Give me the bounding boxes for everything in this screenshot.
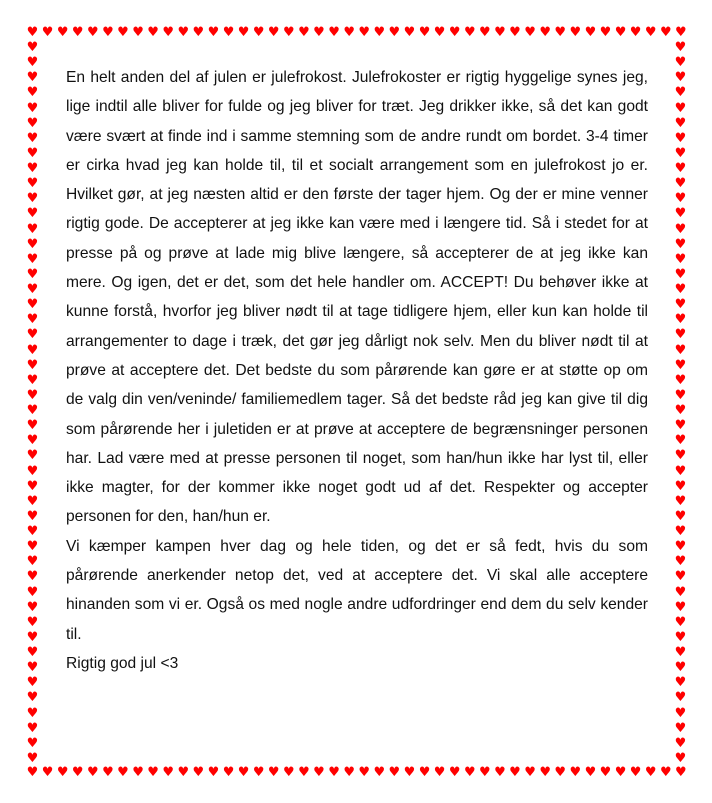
- heart-icon: ♥: [674, 266, 687, 282]
- heart-icon: ♥: [358, 765, 371, 780]
- heart-icon: ♥: [674, 327, 687, 343]
- heart-icon: ♥: [479, 765, 491, 780]
- heart-icon: ♥: [26, 236, 39, 252]
- heart-icon: ♥: [674, 236, 687, 252]
- heart-icon: ♥: [675, 25, 687, 40]
- heart-icon: ♥: [674, 750, 687, 766]
- heart-icon: ♥: [539, 765, 551, 780]
- heart-icon: ♥: [644, 25, 657, 40]
- heart-icon: ♥: [674, 130, 687, 146]
- heart-icon: ♥: [26, 206, 39, 222]
- heart-icon: ♥: [26, 554, 39, 570]
- heart-icon: ♥: [674, 221, 687, 237]
- heart-icon: ♥: [463, 765, 476, 780]
- heart-icon: ♥: [26, 85, 39, 101]
- heart-icon: ♥: [524, 25, 536, 40]
- heart-icon: ♥: [388, 765, 401, 780]
- heart-icon: ♥: [674, 599, 687, 615]
- heart-icon: ♥: [433, 765, 446, 780]
- heart-icon: ♥: [41, 25, 54, 40]
- heart-icon: ♥: [162, 25, 175, 40]
- heart-icon: ♥: [524, 765, 536, 780]
- heart-icon: ♥: [463, 25, 476, 40]
- document-body[interactable]: [66, 63, 648, 678]
- heart-icon: ♥: [674, 70, 687, 86]
- heart-icon: ♥: [674, 705, 687, 721]
- heart-icon: ♥: [373, 25, 386, 40]
- heart-icon: ♥: [26, 297, 39, 313]
- heart-icon: ♥: [26, 705, 39, 721]
- heart-icon: ♥: [26, 55, 39, 71]
- heart-icon: ♥: [674, 85, 687, 101]
- heart-icon: ♥: [147, 765, 159, 780]
- heart-icon: ♥: [659, 25, 672, 40]
- heart-icon: ♥: [494, 25, 506, 40]
- heart-icon: ♥: [674, 403, 687, 418]
- heart-icon: ♥: [569, 765, 582, 780]
- heart-icon: ♥: [674, 508, 687, 524]
- heart-icon: ♥: [328, 765, 340, 780]
- heart-icon: ♥: [26, 599, 39, 615]
- heart-icon: ♥: [283, 25, 295, 40]
- closing-greeting: Rigtig god jul <3: [66, 654, 179, 672]
- heart-icon: ♥: [56, 765, 69, 780]
- heart-icon: ♥: [403, 25, 416, 40]
- heart-icon: ♥: [569, 25, 582, 40]
- heart-icon: ♥: [71, 765, 84, 780]
- heart-icon: ♥: [674, 282, 687, 297]
- heart-icon: ♥: [177, 25, 190, 40]
- heart-icon: ♥: [26, 282, 39, 297]
- heart-icon: ♥: [313, 25, 325, 40]
- heart-icon: ♥: [117, 765, 129, 780]
- heart-icon: ♥: [674, 387, 687, 403]
- heart-icon: ♥: [26, 493, 39, 509]
- heart-icon: ♥: [26, 750, 39, 766]
- heart-icon: ♥: [86, 25, 99, 40]
- heart-icon: ♥: [26, 387, 39, 403]
- heart-icon: ♥: [343, 765, 355, 780]
- heart-icon: ♥: [132, 765, 144, 780]
- heart-icon: ♥: [674, 690, 687, 706]
- heart-icon: ♥: [26, 463, 39, 479]
- heart-icon: ♥: [117, 25, 129, 40]
- heart-icon: ♥: [584, 765, 597, 780]
- heart-icon: ♥: [283, 765, 295, 780]
- heart-border-left: [26, 41, 40, 765]
- heart-icon: ♥: [674, 115, 687, 131]
- heart-icon: ♥: [599, 25, 612, 40]
- heart-icon: ♥: [674, 251, 687, 267]
- heart-icon: ♥: [41, 765, 54, 780]
- heart-icon: ♥: [674, 342, 687, 358]
- heart-icon: ♥: [328, 25, 340, 40]
- heart-icon: ♥: [343, 25, 355, 40]
- heart-icon: ♥: [674, 145, 687, 161]
- heart-icon: ♥: [132, 25, 144, 40]
- heart-icon: ♥: [674, 55, 687, 71]
- heart-icon: ♥: [162, 765, 175, 780]
- heart-icon: ♥: [26, 660, 39, 676]
- heart-icon: ♥: [26, 145, 39, 161]
- heart-icon: ♥: [26, 735, 39, 751]
- heart-icon: ♥: [26, 629, 39, 645]
- heart-icon: ♥: [674, 191, 687, 207]
- heart-icon: ♥: [433, 25, 446, 40]
- heart-icon: ♥: [237, 25, 250, 40]
- heart-icon: ♥: [674, 478, 687, 494]
- heart-icon: ♥: [554, 765, 567, 780]
- heart-icon: ♥: [403, 765, 416, 780]
- heart-icon: ♥: [26, 176, 39, 192]
- heart-icon: ♥: [222, 25, 235, 40]
- heart-icon: ♥: [509, 765, 521, 780]
- heart-icon: ♥: [26, 327, 39, 343]
- paragraph-kampen: Vi kæmper kampen hver dag og hele tiden, og det er så fedt, hvis du som pårørende anerkender netop det, ved at acceptere det. Vi skal alle acceptere hinanden som vi er. Også os med nogle andre udfordringer end dem du selv kender til.: [66, 537, 648, 643]
- heart-icon: ♥: [71, 25, 84, 40]
- heart-icon: ♥: [674, 448, 687, 464]
- heart-icon: ♥: [644, 765, 657, 780]
- heart-icon: ♥: [358, 25, 371, 40]
- heart-icon: ♥: [509, 25, 521, 40]
- heart-icon: ♥: [674, 312, 687, 328]
- heart-icon: ♥: [614, 765, 627, 780]
- heart-icon: ♥: [313, 765, 325, 780]
- heart-icon: ♥: [252, 765, 265, 780]
- heart-icon: ♥: [674, 554, 687, 570]
- heart-icon: ♥: [674, 629, 687, 645]
- heart-icon: ♥: [674, 660, 687, 676]
- heart-icon: ♥: [26, 115, 39, 131]
- heart-icon: ♥: [674, 372, 687, 388]
- heart-border-right: [674, 41, 688, 765]
- heart-icon: ♥: [26, 161, 39, 176]
- heart-icon: ♥: [539, 25, 551, 40]
- heart-icon: ♥: [26, 418, 39, 434]
- heart-icon: ♥: [26, 342, 39, 358]
- heart-icon: ♥: [267, 765, 280, 780]
- heart-icon: ♥: [674, 675, 687, 691]
- heart-icon: ♥: [192, 765, 205, 780]
- heart-icon: ♥: [26, 372, 39, 388]
- heart-icon: ♥: [26, 645, 39, 660]
- heart-icon: ♥: [614, 25, 627, 40]
- heart-icon: ♥: [674, 161, 687, 176]
- heart-border-top: [26, 26, 688, 40]
- heart-icon: ♥: [674, 40, 687, 55]
- heart-icon: ♥: [86, 765, 99, 780]
- heart-icon: ♥: [629, 25, 642, 40]
- heart-icon: ♥: [674, 493, 687, 509]
- heart-icon: ♥: [674, 206, 687, 222]
- heart-icon: ♥: [26, 614, 39, 630]
- heart-border-bottom: [26, 766, 688, 780]
- heart-icon: ♥: [674, 463, 687, 479]
- heart-icon: ♥: [26, 251, 39, 267]
- heart-icon: ♥: [373, 765, 386, 780]
- heart-icon: ♥: [674, 584, 687, 600]
- heart-icon: ♥: [192, 25, 205, 40]
- heart-icon: ♥: [26, 524, 39, 539]
- heart-icon: ♥: [102, 25, 114, 40]
- heart-icon: ♥: [26, 221, 39, 237]
- heart-icon: ♥: [252, 25, 265, 40]
- heart-icon: ♥: [674, 176, 687, 192]
- heart-icon: ♥: [26, 478, 39, 494]
- heart-icon: ♥: [418, 765, 431, 780]
- heart-icon: ♥: [26, 357, 39, 373]
- heart-icon: ♥: [674, 357, 687, 373]
- heart-icon: ♥: [26, 25, 39, 40]
- heart-icon: ♥: [26, 433, 39, 449]
- heart-icon: ♥: [298, 765, 310, 780]
- heart-icon: ♥: [26, 191, 39, 207]
- heart-icon: ♥: [26, 40, 39, 55]
- heart-icon: ♥: [26, 569, 39, 585]
- heart-icon: ♥: [56, 25, 69, 40]
- heart-icon: ♥: [177, 765, 190, 780]
- heart-icon: ♥: [448, 25, 461, 40]
- heart-icon: ♥: [448, 765, 461, 780]
- heart-icon: ♥: [674, 433, 687, 449]
- heart-icon: ♥: [267, 25, 280, 40]
- heart-icon: ♥: [26, 100, 39, 116]
- heart-icon: ♥: [629, 765, 642, 780]
- heart-icon: ♥: [674, 539, 687, 555]
- heart-icon: ♥: [26, 508, 39, 524]
- paragraph-julefrokost: En helt anden del af julen er julefrokost. Julefrokoster er rigtig hyggelige synes jeg, lige indtil alle bliver for fulde og jeg bliver for træt. Jeg drikker ikke, så det kan godt være svært at finde ind i samme stemning som de andre rundt om bordet. 3-4 timer er cirka hvad jeg kan holde til, til et socialt arrangement som en julefrokost jo er. Hvilket gør, at jeg næsten altid er den første der tager hjem. Og der er mine venner rigtig gode. De accepterer at jeg ikke kan være med i længere tid. Så i stedet for at presse på og prøve at lade mig blive længere, så accepterer de at jeg ikke kan mere. Og igen, det er det, som det hele handler om. ACCEPT! Du behøver ikke at kunne forstå, hvorfor jeg bliver nødt til at tage tidligere hjem, eller kun kan holde til arrangementer to dage i træk, det gør jeg dårligt nok selv. Men du bliver nødt til at prøve at acceptere det. Det bedste du som pårørende kan gøre er at støtte op om de valg din ven/veninde/ familiemedlem tager. Så det bedste råd jeg kan give til dig som pårørende her i juletiden er at prøve at acceptere de begrænsninger personen har. Lad være med at presse personen til noget, som han/hun ikke har lyst til, eller ikke magter, for der kommer ikke noget godt ud af det. Respekter og accepter personen for den, han/hun er.: [66, 69, 648, 526]
- heart-icon: ♥: [237, 765, 250, 780]
- heart-icon: ♥: [659, 765, 672, 780]
- heart-icon: ♥: [674, 569, 687, 585]
- heart-icon: ♥: [26, 70, 39, 86]
- heart-icon: ♥: [26, 130, 39, 146]
- heart-icon: ♥: [26, 675, 39, 691]
- heart-icon: ♥: [418, 25, 431, 40]
- heart-icon: ♥: [675, 765, 687, 780]
- heart-icon: ♥: [102, 765, 114, 780]
- heart-icon: ♥: [388, 25, 401, 40]
- heart-icon: ♥: [207, 765, 220, 780]
- heart-icon: ♥: [674, 735, 687, 751]
- heart-icon: ♥: [674, 100, 687, 116]
- heart-icon: ♥: [674, 720, 687, 736]
- heart-icon: ♥: [26, 720, 39, 736]
- heart-icon: ♥: [674, 524, 687, 539]
- heart-icon: ♥: [584, 25, 597, 40]
- heart-icon: ♥: [26, 539, 39, 555]
- heart-icon: ♥: [26, 266, 39, 282]
- heart-icon: ♥: [207, 25, 220, 40]
- heart-icon: ♥: [674, 614, 687, 630]
- heart-icon: ♥: [479, 25, 491, 40]
- heart-icon: ♥: [26, 403, 39, 418]
- heart-icon: ♥: [674, 297, 687, 313]
- heart-icon: ♥: [674, 645, 687, 660]
- heart-icon: ♥: [222, 765, 235, 780]
- heart-icon: ♥: [599, 765, 612, 780]
- heart-icon: ♥: [554, 25, 567, 40]
- heart-icon: ♥: [26, 448, 39, 464]
- heart-icon: ♥: [26, 690, 39, 706]
- heart-icon: ♥: [26, 765, 39, 780]
- heart-icon: ♥: [26, 312, 39, 328]
- heart-icon: ♥: [26, 584, 39, 600]
- heart-icon: ♥: [494, 765, 506, 780]
- heart-icon: ♥: [674, 418, 687, 434]
- heart-icon: ♥: [147, 25, 159, 40]
- heart-icon: ♥: [298, 25, 310, 40]
